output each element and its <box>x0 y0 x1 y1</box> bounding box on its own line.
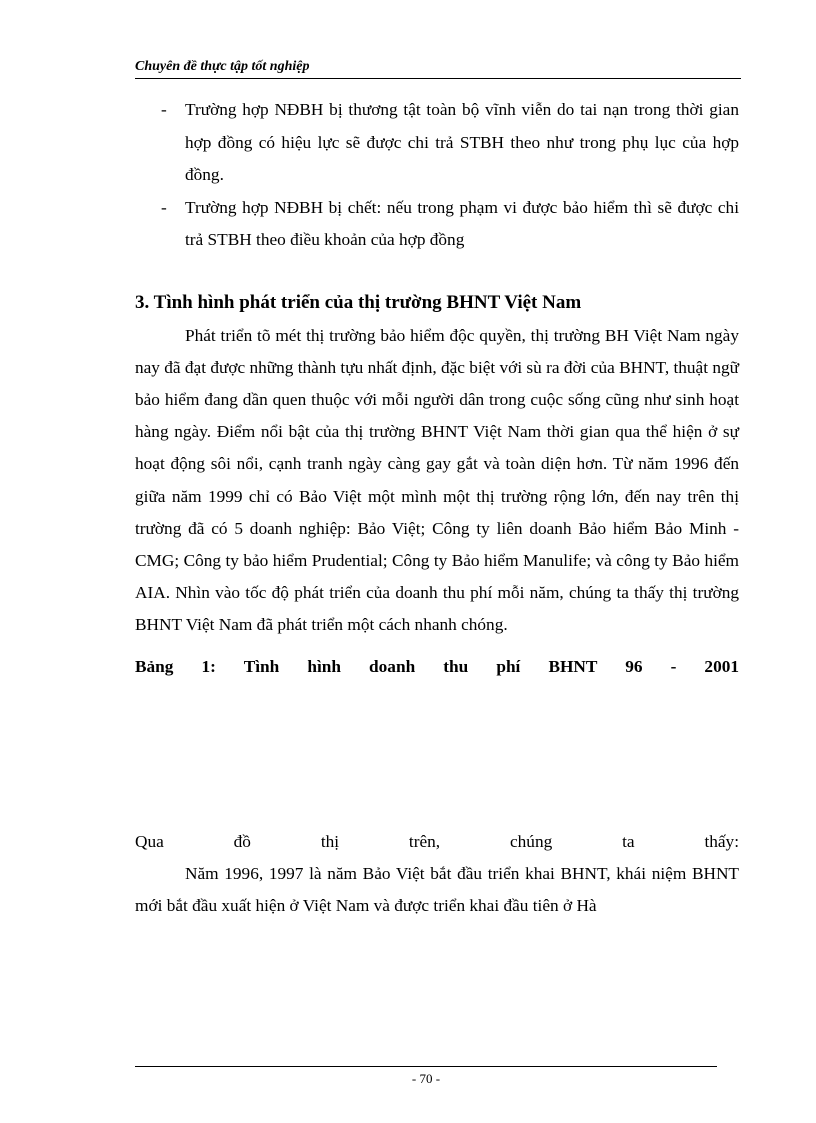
page-number: - 70 - <box>411 1071 441 1086</box>
bullet-text: Trường hợp NĐBH bị thương tật toàn bộ vĩnh viễn do tai nạn trong thời gian hợp đồng có hiệu lực sẽ được chi trả STBH theo như trong phụ lục của hợp đồng. <box>185 100 739 184</box>
page-header <box>135 57 741 79</box>
document-body <box>135 94 739 922</box>
bullet-marker: - <box>161 197 167 217</box>
section-paragraph: Phát triển tõ mét thị trường bảo hiểm độc quyền, thị trường BH Việt Nam ngày nay đã đạt được những thành tựu nhất định, đặc biệt với sù ra đời của BHNT, thuật ngữ bảo hiểm đang dần quen thuộc với mỗi người dân trong cuộc sống cũng như sinh hoạt hàng ngày. Điểm nổi bật của thị trường BHNT Việt Nam thời gian qua thể hiện ở sự hoạt động sôi nổi, cạnh tranh ngày càng gay gắt và toàn diện hơn. Từ năm 1996 đến giữa năm 1999 chỉ có Bảo Việt một mình một thị trường rộng lớn, đến nay trên thị trường đã có 5 doanh nghiệp: Bảo Việt; Công ty liên doanh Bảo hiểm Bảo Minh -CMG; Công ty bảo hiểm Prudential; Công ty Bảo hiểm Manulife; và công ty Bảo hiểm AIA. Nhìn vào tốc độ phát triển của doanh thu phí mỗi năm, chúng ta thấy thị trường BHNT Việt Nam đã phát triển một cách nhanh chóng. <box>135 325 739 635</box>
bullet-marker: - <box>161 100 167 119</box>
table-caption: Bảng 1: Tình hình doanh thu phí BHNT 96 - 2001 <box>135 656 739 676</box>
section-heading: 3. Tình hình phát triển của thị trường BHNT Việt Nam <box>135 291 582 313</box>
bullet-item <box>135 192 739 257</box>
header-title: Chuyên đề thực tập tốt nghiệp <box>135 59 310 74</box>
after-chart-paragraph: Năm 1996, 1997 là năm Bảo Việt bắt đầu triển khai BHNT, khái niệm BHNT mới bắt đầu xuất hiện ở Việt Nam và được triển khai đầu tiên ở Hà <box>135 863 739 915</box>
bullet-text: Trường hợp NĐBH bị chết: nếu trong phạm vi được bảo hiểm thì sẽ được chi trả STBH theo điều khoản của hợp đồng <box>185 197 739 249</box>
footer-rule <box>135 1066 717 1067</box>
chart-placeholder <box>135 683 739 826</box>
lead-line: Qua đồ thị trên, chúng ta thấy: <box>135 831 739 851</box>
bullet-item <box>135 94 739 192</box>
